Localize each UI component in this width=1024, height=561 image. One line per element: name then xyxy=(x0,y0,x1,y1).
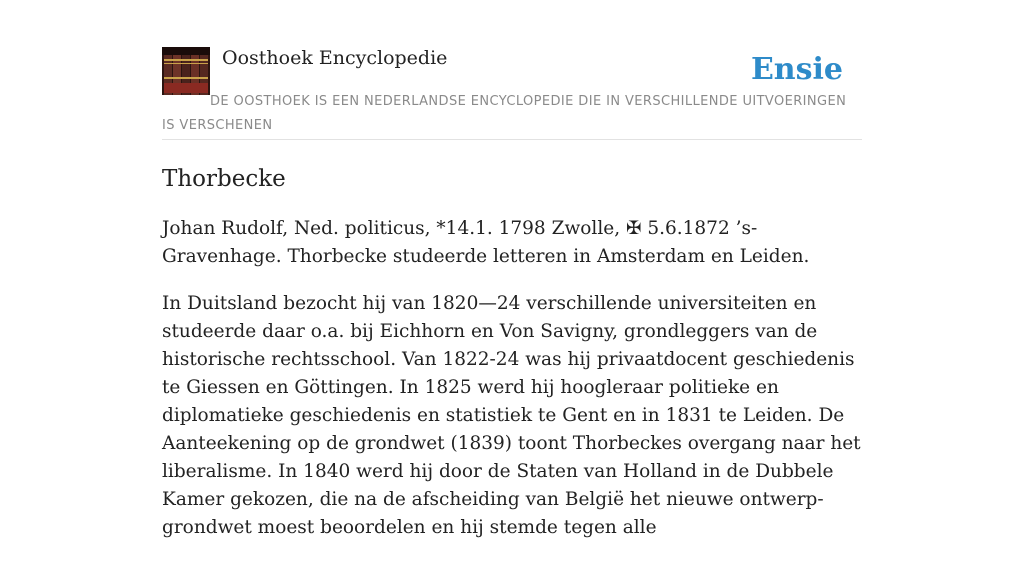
article-paragraph: In Duitsland bezocht hij van 1820—24 verschillende universiteiten en studeerde daar o.a. bij Eichhorn en Von Savigny, grondleggers van de historische rechtsschool. Van 1822-24 was hij privaatdocent geschiedenis te Giessen en Göttingen. In 1825 werd hij hoogleraar politieke en diplomatieke geschiedenis en statistiek te Gent en in 1831 te Leiden. De Aanteekening op de grondwet (1839) toont Thorbeckes overgang naar het liberalisme. In 1840 werd hij door de Staten van Holland in de Dubbele Kamer gekozen, die na de afscheiding van België het nieuwe ontwerp-grondwet moest beoordelen en hij stemde tegen alle xyxy=(162,293,861,538)
site-header xyxy=(162,46,862,140)
article-title: Thorbecke xyxy=(162,166,286,192)
article xyxy=(162,163,866,561)
site-name[interactable]: Oosthoek Encyclopedie xyxy=(222,47,448,69)
encyclopedia-books-icon[interactable] xyxy=(162,47,210,95)
article-paragraph: Johan Rudolf, Ned. politicus, *14.1. 1798 Zwolle, ✠ 5.6.1872 ’s-Gravenhage. Thorbecke studeerde letteren in Amsterdam en Leiden. xyxy=(162,218,810,267)
brand-logo[interactable]: Ensie xyxy=(750,52,843,87)
site-tagline: DE OOSTHOEK IS EEN NEDERLANDSE ENCYCLOPEDIE DIE IN VERSCHILLENDE UITVOERINGEN IS VERSCHENEN xyxy=(162,94,847,133)
